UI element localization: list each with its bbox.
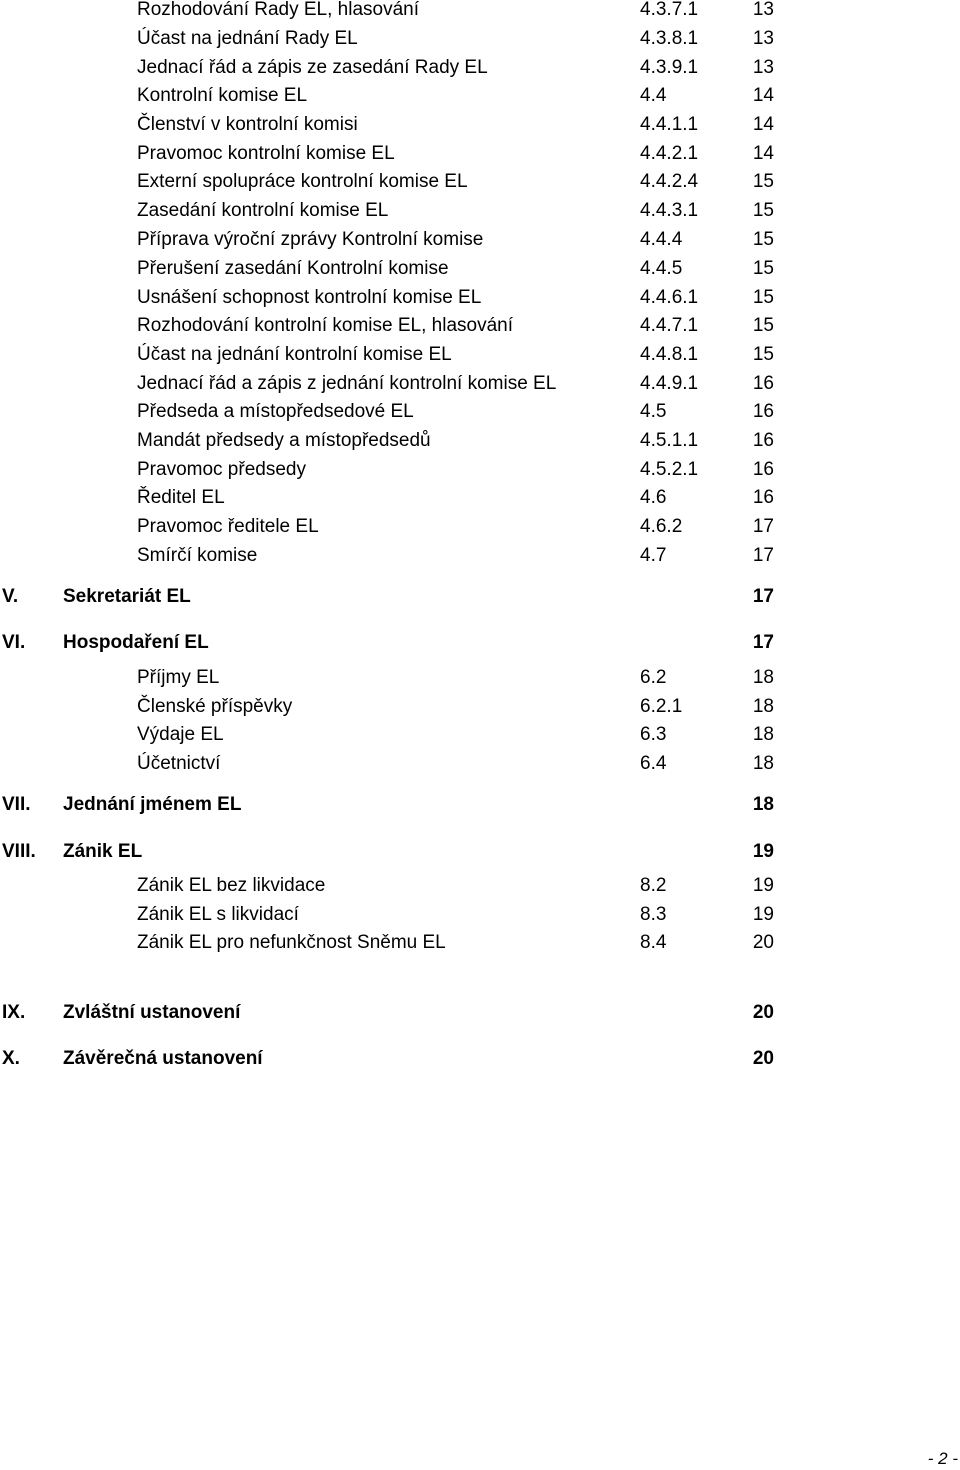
toc-section-numeral: VIII. — [2, 841, 36, 862]
toc-section-8[interactable] — [0, 838, 960, 866]
toc-entry-number: 4.4 — [640, 85, 667, 106]
toc-entry-page: 16 — [752, 430, 774, 451]
toc-entry-number: 4.6.2 — [640, 516, 683, 537]
toc-entry-page: 17 — [752, 545, 774, 566]
toc-entry-page: 16 — [752, 459, 774, 480]
toc-entry-number: 4.7 — [640, 545, 667, 566]
toc-entry-number: 6.2.1 — [640, 696, 683, 717]
toc-entry-title: Příjmy EL — [137, 667, 220, 688]
toc-entry[interactable] — [0, 82, 960, 110]
toc-entry-title: Účetnictví — [137, 753, 221, 774]
toc-entry-page: 14 — [752, 114, 774, 135]
toc-entry-number: 4.4.5 — [640, 258, 683, 279]
toc-entry-title: Účast na jednání Rady EL — [137, 28, 358, 49]
toc-section-numeral: VI. — [2, 632, 26, 653]
toc-entry-number: 4.4.1.1 — [640, 114, 699, 135]
toc-entry-page: 16 — [752, 487, 774, 508]
toc-entry-number: 4.3.9.1 — [640, 57, 699, 78]
toc-entry-title: Předseda a místopředsedové EL — [137, 401, 414, 422]
toc-entry-title: Zasedání kontrolní komise EL — [137, 200, 389, 221]
toc-entry-page: 15 — [752, 258, 774, 279]
toc-entry-title: Příprava výroční zprávy Kontrolní komise — [137, 229, 484, 250]
toc-entry-title: Zánik EL pro nefunkčnost Sněmu EL — [137, 932, 446, 953]
toc-entry-page: 19 — [752, 904, 774, 925]
toc-entry-page: 16 — [752, 373, 774, 394]
toc-entry[interactable] — [0, 901, 960, 929]
toc-entry-number: 4.3.7.1 — [640, 0, 699, 20]
toc-entry[interactable] — [0, 140, 960, 168]
toc-entry-number: 6.4 — [640, 753, 667, 774]
toc-entry-title: Zánik EL s likvidací — [137, 904, 299, 925]
toc-entry-title: Výdaje EL — [137, 724, 224, 745]
toc-entry[interactable] — [0, 312, 960, 340]
toc-entry-title: Rozhodování kontrolní komise EL, hlasování — [137, 315, 513, 336]
toc-entry-number: 4.4.9.1 — [640, 373, 699, 394]
toc-section-title: Zvláštní ustanovení — [63, 1002, 241, 1023]
toc-entry-title: Rozhodování Rady EL, hlasování — [137, 0, 420, 20]
toc-entry[interactable] — [0, 226, 960, 254]
toc-entry[interactable] — [0, 168, 960, 196]
toc-section-5[interactable] — [0, 583, 960, 611]
toc-entry-number: 4.4.7.1 — [640, 315, 699, 336]
toc-entry[interactable] — [0, 255, 960, 283]
toc-section-title: Sekretariát EL — [63, 586, 191, 607]
page-number: - 2 - — [927, 1449, 958, 1468]
toc-section-10[interactable] — [0, 1045, 960, 1073]
toc-section-numeral: X. — [2, 1048, 20, 1069]
toc-entry-page: 15 — [752, 344, 774, 365]
toc-entry-title: Jednací řád a zápis z jednání kontrolní komise EL — [137, 373, 557, 394]
toc-entry-title: Mandát předsedy a místopředsedů — [137, 430, 431, 451]
toc-entry[interactable] — [0, 721, 960, 749]
toc-section-page: 18 — [752, 794, 774, 815]
toc-entry-title: Pravomoc kontrolní komise EL — [137, 143, 395, 164]
toc-entry-number: 4.5.1.1 — [640, 430, 699, 451]
toc-entry[interactable] — [0, 398, 960, 426]
toc-entry-title: Externí spolupráce kontrolní komise EL — [137, 171, 468, 192]
toc-entry-page: 20 — [752, 932, 774, 953]
toc-entry-title: Kontrolní komise EL — [137, 85, 308, 106]
toc-entry-number: 4.5.2.1 — [640, 459, 699, 480]
toc-entry-number: 4.5 — [640, 401, 667, 422]
toc-entry-number: 4.4.6.1 — [640, 287, 699, 308]
toc-entry-page: 14 — [752, 85, 774, 106]
toc-entry-page: 15 — [752, 287, 774, 308]
toc-entry-page: 13 — [752, 0, 774, 20]
toc-entry-page: 18 — [752, 753, 774, 774]
toc-entry-title: Pravomoc ředitele EL — [137, 516, 319, 537]
toc-entry[interactable] — [0, 484, 960, 512]
toc-entry-number: 4.4.8.1 — [640, 344, 699, 365]
toc-entry[interactable] — [0, 513, 960, 541]
toc-entry-number: 4.4.2.4 — [640, 171, 699, 192]
toc-entry-title: Smírčí komise — [137, 545, 258, 566]
toc-entry-page: 19 — [752, 875, 774, 896]
toc-entry-title: Členské příspěvky — [137, 696, 293, 717]
toc-section-numeral: VII. — [2, 794, 31, 815]
toc-entry-number: 8.4 — [640, 932, 667, 953]
toc-entry-page: 13 — [752, 28, 774, 49]
toc-entry[interactable] — [0, 872, 960, 900]
toc-section-page: 20 — [752, 1002, 774, 1023]
toc-entry-number: 6.3 — [640, 724, 667, 745]
toc-entry-title: Pravomoc předsedy — [137, 459, 306, 480]
toc-section-page: 17 — [752, 632, 774, 653]
toc-entry-title: Usnášení schopnost kontrolní komise EL — [137, 287, 482, 308]
toc-section-title: Jednání jménem EL — [63, 794, 242, 815]
toc-entry[interactable] — [0, 427, 960, 455]
toc-section-6[interactable] — [0, 629, 960, 657]
toc-entry-title: Zánik EL bez likvidace — [137, 875, 326, 896]
toc-entry[interactable] — [0, 370, 960, 398]
toc-entry-number: 6.2 — [640, 667, 667, 688]
toc-entry[interactable] — [0, 542, 960, 570]
toc-entry-page: 15 — [752, 200, 774, 221]
toc-entry-page: 18 — [752, 696, 774, 717]
toc-section-title: Závěrečná ustanovení — [63, 1048, 263, 1069]
toc-entry-number: 4.6 — [640, 487, 667, 508]
toc-entry-title: Ředitel EL — [137, 487, 225, 508]
toc-entry[interactable] — [0, 0, 960, 24]
toc-entry-page: 15 — [752, 229, 774, 250]
toc-entry-title: Jednací řád a zápis ze zasedání Rady EL — [137, 57, 488, 78]
toc-section-page: 17 — [752, 586, 774, 607]
toc-entry[interactable] — [0, 664, 960, 692]
toc-entry[interactable] — [0, 197, 960, 225]
toc-entry[interactable] — [0, 284, 960, 312]
toc-entry[interactable] — [0, 54, 960, 82]
toc-section-page: 19 — [752, 841, 774, 862]
toc-entry-number: 8.2 — [640, 875, 667, 896]
toc-entry[interactable] — [0, 25, 960, 53]
toc-entry-page: 14 — [752, 143, 774, 164]
toc-section-page: 20 — [752, 1048, 774, 1069]
toc-entry-number: 4.4.2.1 — [640, 143, 699, 164]
toc-entry[interactable] — [0, 693, 960, 721]
toc-entry-title: Účast na jednání kontrolní komise EL — [137, 344, 452, 365]
toc-section-numeral: IX. — [2, 1002, 26, 1023]
toc-entry-page: 15 — [752, 315, 774, 336]
toc-entry-title: Členství v kontrolní komisi — [137, 114, 358, 135]
toc-entry[interactable] — [0, 341, 960, 369]
toc-section-title: Hospodaření EL — [63, 632, 209, 653]
toc-entry-number: 4.4.4 — [640, 229, 683, 250]
toc-section-7[interactable] — [0, 791, 960, 819]
toc-entry-number: 4.4.3.1 — [640, 200, 699, 221]
toc-entry[interactable] — [0, 929, 960, 957]
toc-entry-page: 18 — [752, 667, 774, 688]
toc-entry-title: Přerušení zasedání Kontrolní komise — [137, 258, 449, 279]
toc-entry-page: 18 — [752, 724, 774, 745]
toc-entry[interactable] — [0, 750, 960, 778]
toc-entry-number: 8.3 — [640, 904, 667, 925]
toc-entry[interactable] — [0, 111, 960, 139]
toc-section-9[interactable] — [0, 999, 960, 1027]
toc-entry-page: 17 — [752, 516, 774, 537]
toc-entry[interactable] — [0, 456, 960, 484]
toc-entry-page: 13 — [752, 57, 774, 78]
toc-entry-page: 16 — [752, 401, 774, 422]
toc-section-numeral: V. — [2, 586, 19, 607]
toc-entry-number: 4.3.8.1 — [640, 28, 699, 49]
toc-entry-page: 15 — [752, 171, 774, 192]
toc-section-title: Zánik EL — [63, 841, 143, 862]
